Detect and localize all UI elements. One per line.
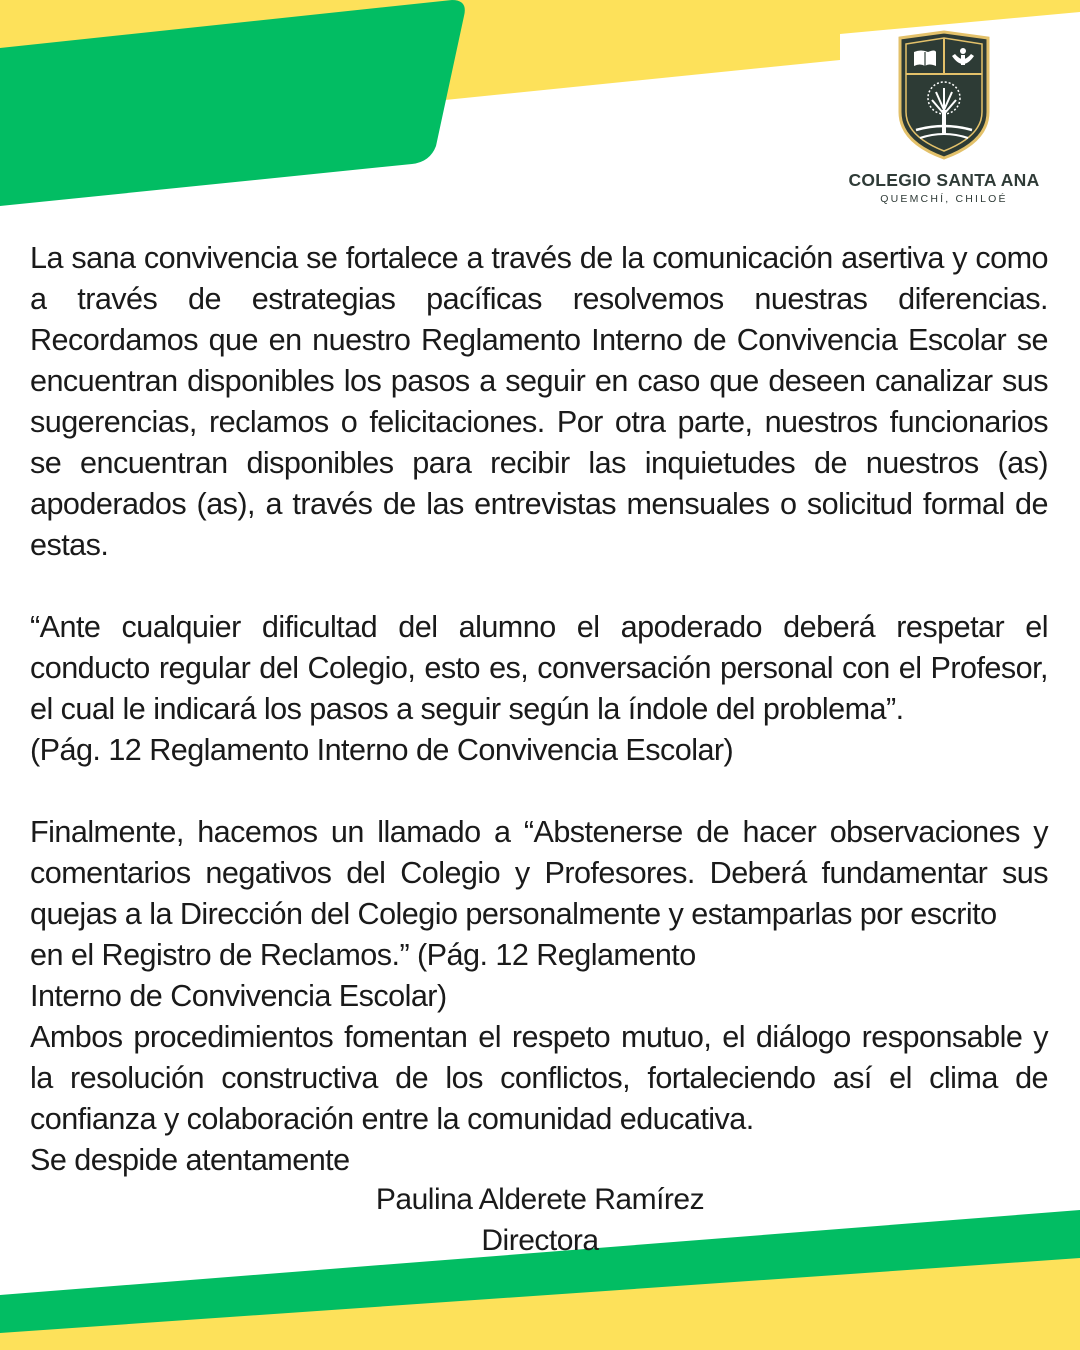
paragraph-4: Ambos procedimientos fomentan el respeto mutuo, el diálogo responsable y la resolución constructiva de los conflictos, fortaleciendo así el clima de confianza y colaboración entre la comunidad educativa. (30, 1020, 1048, 1136)
paragraph-2-source: (Pág. 12 Reglamento Interno de Convivencia Escolar) (30, 733, 734, 767)
paragraph-3-source: Interno de Convivencia Escolar) (30, 979, 447, 1013)
signature-name: Paulina Alderete Ramírez (375, 1183, 705, 1216)
colegio-santa-ana-crest-icon (890, 30, 998, 160)
paragraph-1: La sana convivencia se fortalece a través de la comunicación asertiva y como a través de estrategias pacíficas resolvemos nuestras diferencias. Recordamos que en nuestro Reglamento Interno de Convivencia Escolar se encuentran disponibles los pasos a seguir en caso que deseen canalizar sus sugerencias, reclamos o felicitaciones. Por otra parte, nuestros funcionarios se encuentran disponibles para recibir las inquietudes de nuestros (as) apoderados (as), a través de las entrevistas mensuales o solicitud formal de estas. (30, 241, 1048, 562)
school-name: COLEGIO SANTA ANA (848, 170, 1040, 190)
paragraph-3-end: en el Registro de Reclamos.” (Pág. 12 Reglamento (30, 938, 696, 972)
school-logo (836, 30, 1052, 205)
paragraph-3: Finalmente, hacemos un llamado a “Abstenerse de hacer observaciones y comentarios negativos del Colegio y Profesores. Deberá fundamentar sus quejas a la Dirección del Colegio personalmente y estamparlas por escrito (30, 815, 1048, 931)
signature-title: Directora (481, 1224, 599, 1257)
letter-body (30, 238, 1048, 1181)
paragraph-2: “Ante cualquier dificultad del alumno el apoderado deberá respetar el conducto regular del Colegio, esto es, conversación personal con el Profesor, el cual le indicará los pasos a seguir según la índole del problema”. (30, 610, 1048, 726)
school-location: QUEMCHÍ, CHILOÉ (880, 193, 1008, 205)
closing-line: Se despide atentamente (30, 1143, 350, 1177)
